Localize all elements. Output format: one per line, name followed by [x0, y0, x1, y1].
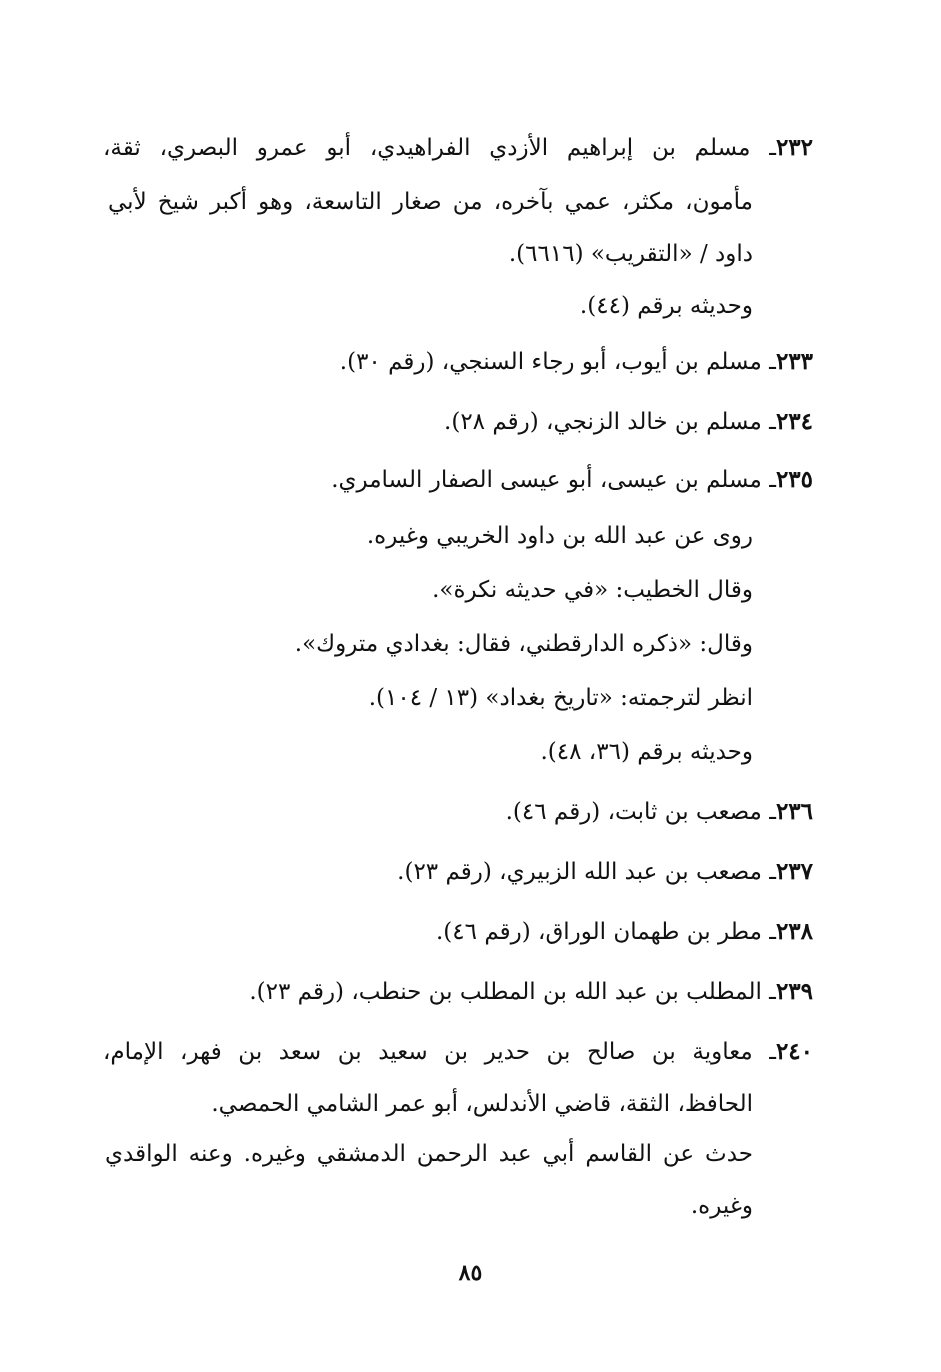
entry-235-line-3: وقال الخطيب: «في حديثه نكرة».: [432, 577, 753, 603]
entry-number: ٢٣٢: [775, 134, 813, 161]
entry-232-line-2: مأمون، مكثر، عمي بآخره، من صغار التاسعة، وهو أكبر شيخ لأبي: [108, 189, 753, 215]
entry-232-line-4: وحديثه برقم (٤٤).: [579, 293, 753, 319]
entry-number: ٢٣٦: [775, 798, 813, 825]
entry-number: ٢٣٣: [775, 348, 813, 375]
entry-240-line-4: وغيره.: [690, 1193, 753, 1219]
entry-235-line-5: انظر لترجمته: «تاريخ بغداد» (١٣ / ١٠٤).: [368, 685, 753, 711]
entry-232-line-3: داود / «التقريب» (٦٦١٦).: [508, 241, 753, 267]
entry-text: ـ مسلم بن عيسى، أبو عيسى الصفار السامري.: [331, 467, 776, 493]
entry-233: [340, 346, 813, 378]
entry-240-line-1: [103, 1036, 813, 1068]
entry-number: ٢٣٥: [775, 466, 813, 493]
entry-text: ـ مصعب بن ثابت، (رقم ٤٦).: [505, 799, 776, 825]
entry-235-line-6: وحديثه برقم (٣٦، ٤٨).: [540, 739, 753, 765]
entry-number: ٢٤٠: [775, 1038, 813, 1065]
entry-236: [506, 796, 813, 828]
entry-240-line-3: حدث عن القاسم أبي عبد الرحمن الدمشقي وغيره. وعنه الواقدي: [105, 1141, 753, 1167]
entry-text: ـ معاوية بن صالح بن حدير بن سعيد بن سعد بن فهر، الإمام،: [103, 1039, 776, 1065]
entry-text: ـ المطلب بن عبد الله بن المطلب بن حنطب، (رقم ٢٣).: [249, 979, 776, 1005]
entry-text: ـ مسلم بن أيوب، أبو رجاء السنجي، (رقم ٣٠).: [339, 349, 776, 375]
entry-235-line-4: وقال: «ذكره الدارقطني، فقال: بغدادي متروك».: [294, 631, 753, 657]
entry-number: ٢٣٨: [775, 918, 813, 945]
entry-text: ـ مطر بن طهمان الوراق، (رقم ٤٦).: [436, 919, 776, 945]
entry-240-line-2: الحافظ، الثقة، قاضي الأندلس، أبو عمر الشامي الحمصي.: [211, 1091, 753, 1117]
page-number: ٨٥: [458, 1260, 483, 1286]
entry-237: [397, 856, 813, 888]
entry-text: ـ مسلم بن إبراهيم الأزدي الفراهيدي، أبو عمرو البصري، ثقة،: [103, 135, 776, 161]
entry-number: ٢٣٤: [775, 408, 813, 435]
entry-text: ـ مسلم بن خالد الزنجي، (رقم ٢٨).: [444, 409, 776, 435]
entry-number: ٢٣٧: [775, 858, 813, 885]
entry-238: [436, 916, 813, 948]
entry-234: [444, 406, 813, 438]
entry-235-line-2: روى عن عبد الله بن داود الخريبي وغيره.: [366, 523, 753, 549]
entry-text: ـ مصعب بن عبد الله الزبيري، (رقم ٢٣).: [397, 859, 776, 885]
entry-232-line-1: [103, 132, 813, 164]
entry-number: ٢٣٩: [775, 978, 813, 1005]
entry-239: [249, 976, 813, 1008]
entry-235-line-1: [331, 464, 813, 496]
